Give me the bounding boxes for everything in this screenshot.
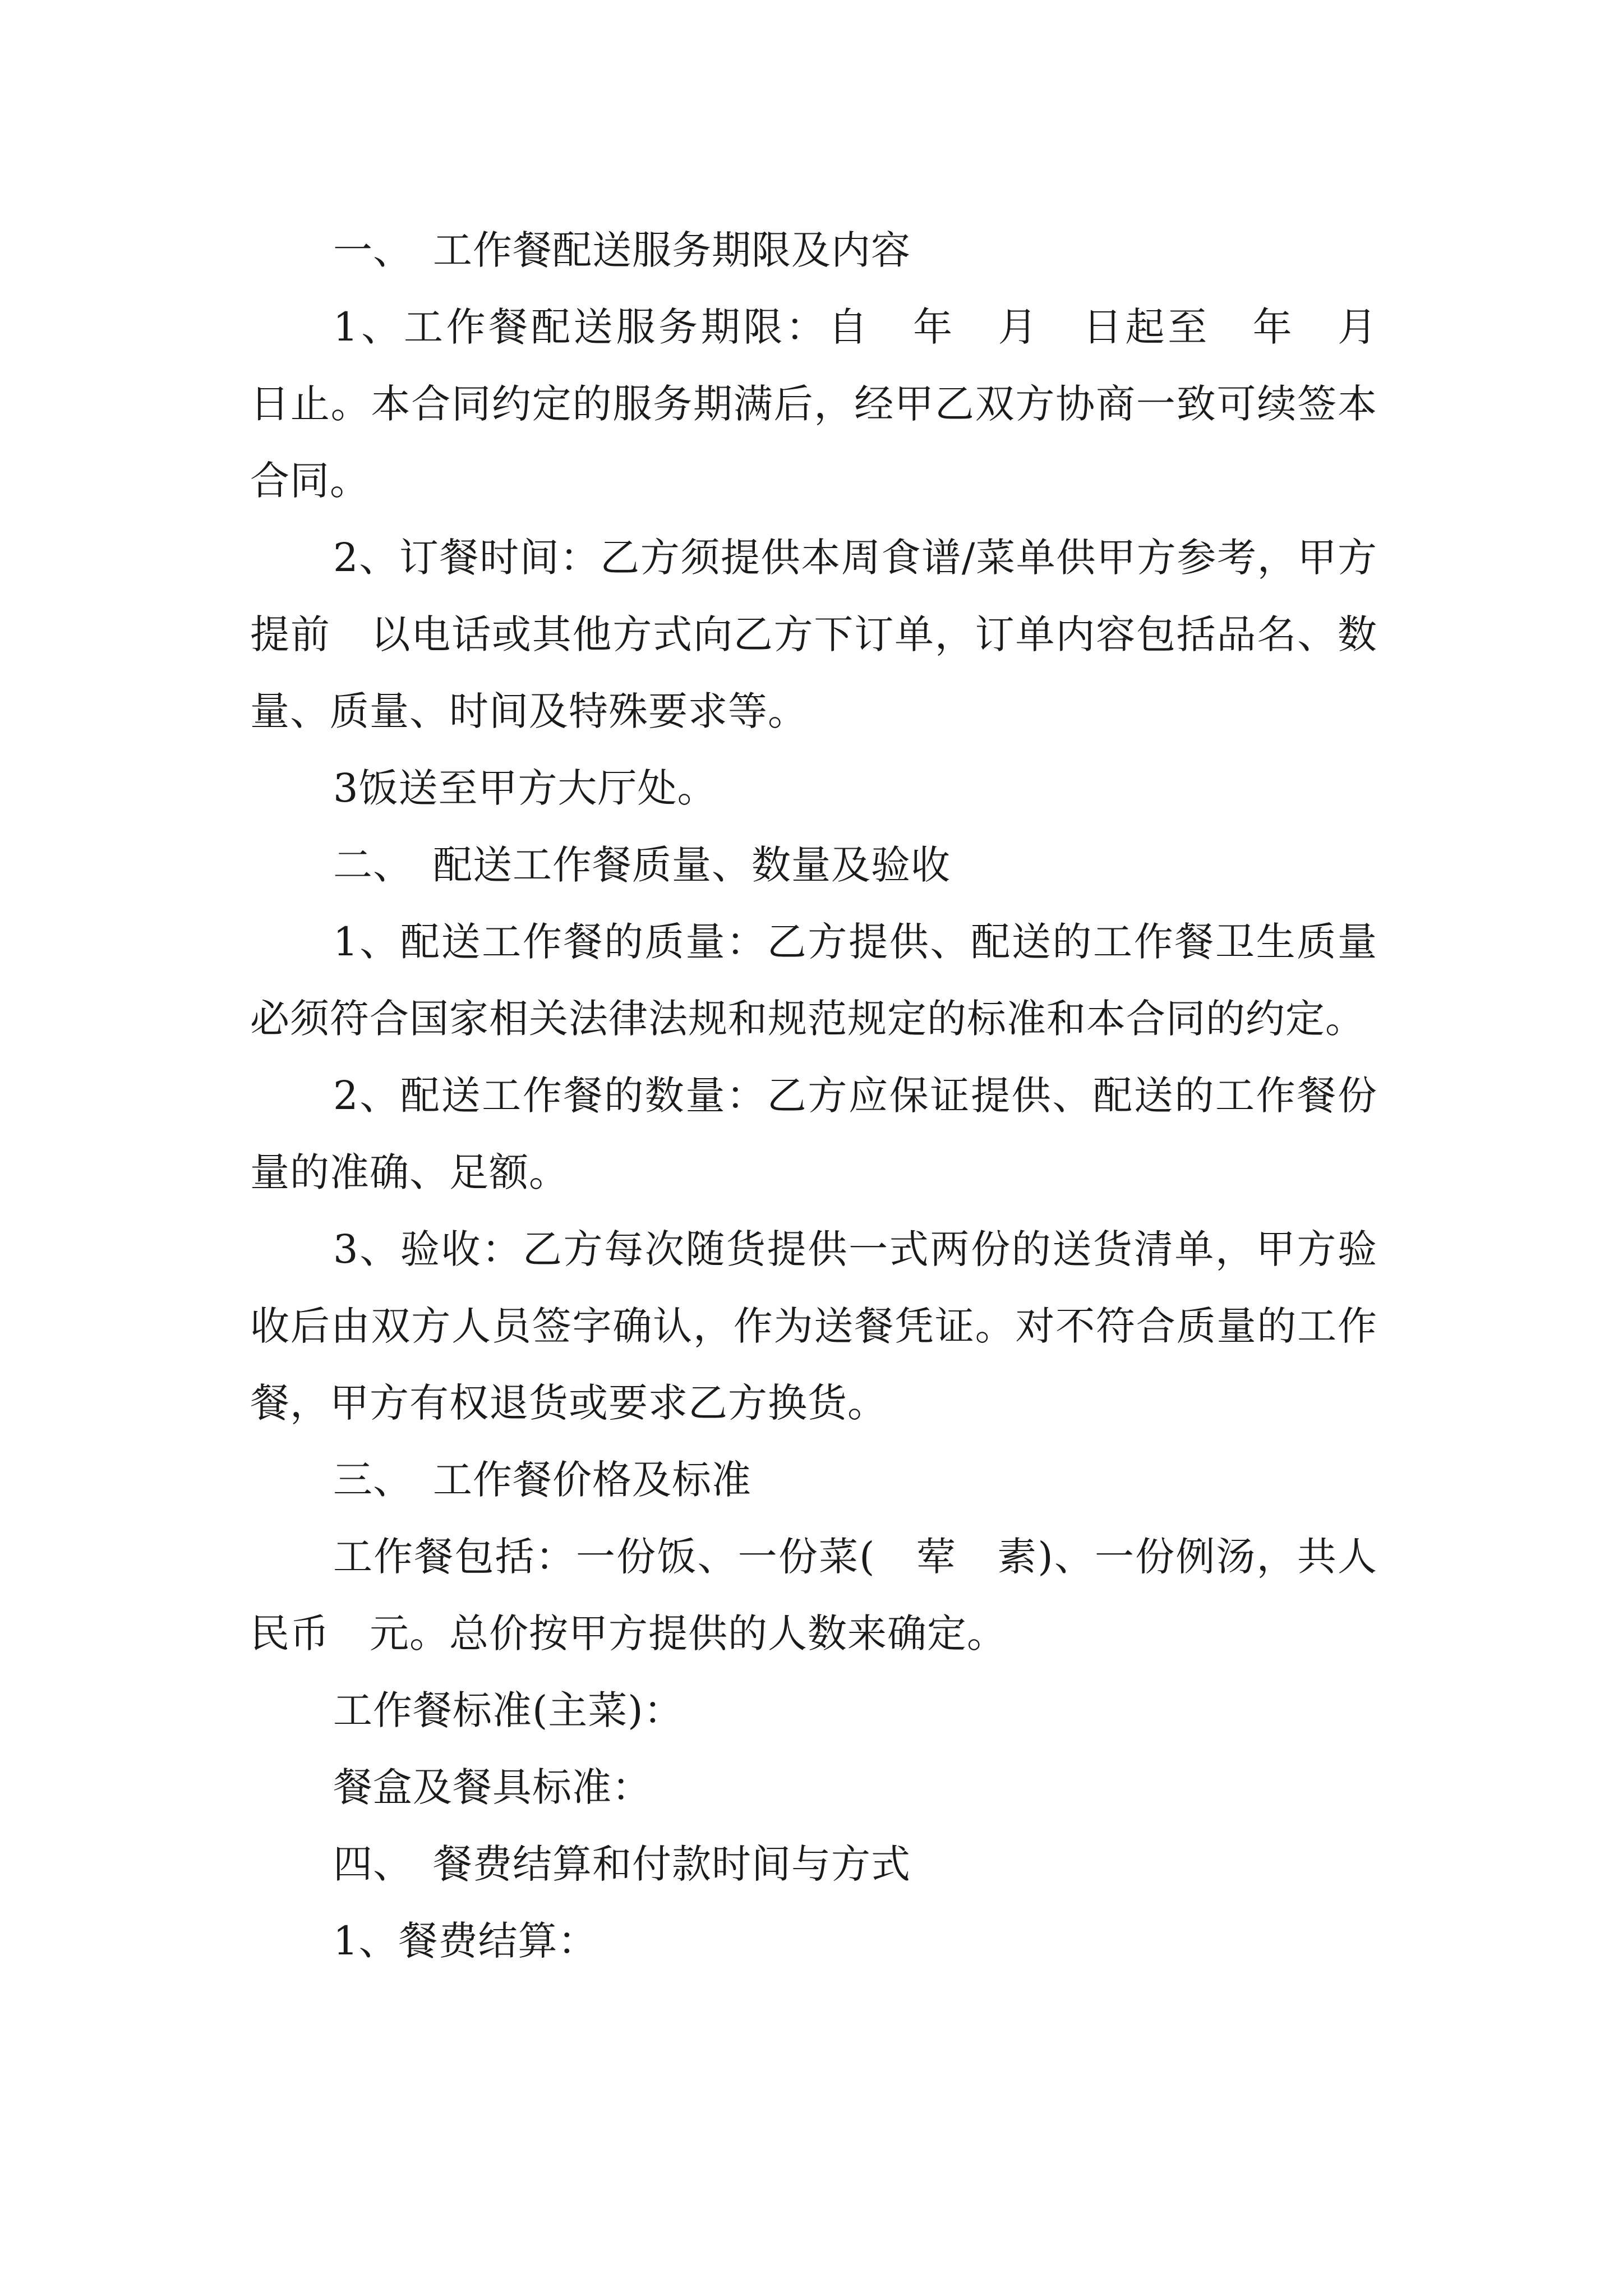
clause-acceptance: 3、验收：乙方每次随货提供一式两份的送货清单，甲方验收后由双方人员签字确认，作为送餐凭证。对不符合质量的工作餐，甲方有权退货或要求乙方换货。 — [250, 1226, 1377, 1426]
section-heading-3: 三、 工作餐价格及标准 — [333, 1457, 751, 1503]
clause-fee-settlement: 1、餐费结算： — [333, 1918, 598, 1964]
section-heading-2: 二、 配送工作餐质量、数量及验收 — [333, 842, 951, 888]
clause-service-period: 1、工作餐配送服务期限：自 年 月 日起至 年 月 日止。本合同约定的服务期满后，经甲乙双方协商一致可续签本合同。 — [250, 304, 1417, 504]
section-heading-1: 一、 工作餐配送服务期限及内容 — [333, 227, 911, 273]
clause-tableware-standard: 餐盒及餐具标准： — [333, 1764, 652, 1810]
clause-meal-standard: 工作餐标准(主菜)： — [333, 1687, 684, 1733]
clause-order-time: 2、订餐时间：乙方须提供本周食谱/菜单供甲方参考，甲方提前 以电话或其他方式向乙方下订单，订单内容包括品名、数量、质量、时间及特殊要求等。 — [250, 535, 1377, 734]
clause-delivery-location: 3饭送至甲方大厅处。 — [333, 765, 717, 811]
clause-meal-contents: 工作餐包括：一份饭、一份菜( 荤 素)、一份例汤，共人民币 元。总价按甲方提供的人数来确定。 — [250, 1534, 1377, 1657]
clause-meal-quality: 1、配送工作餐的质量：乙方提供、配送的工作餐卫生质量必须符合国家相关法律法规和规范规定的标准和本合同的约定。 — [250, 919, 1377, 1042]
clause-meal-quantity: 2、配送工作餐的数量：乙方应保证提供、配送的工作餐份量的准确、足额。 — [250, 1073, 1377, 1195]
section-heading-4: 四、 餐费结算和付款时间与方式 — [333, 1841, 911, 1887]
document-body — [250, 212, 1417, 1980]
